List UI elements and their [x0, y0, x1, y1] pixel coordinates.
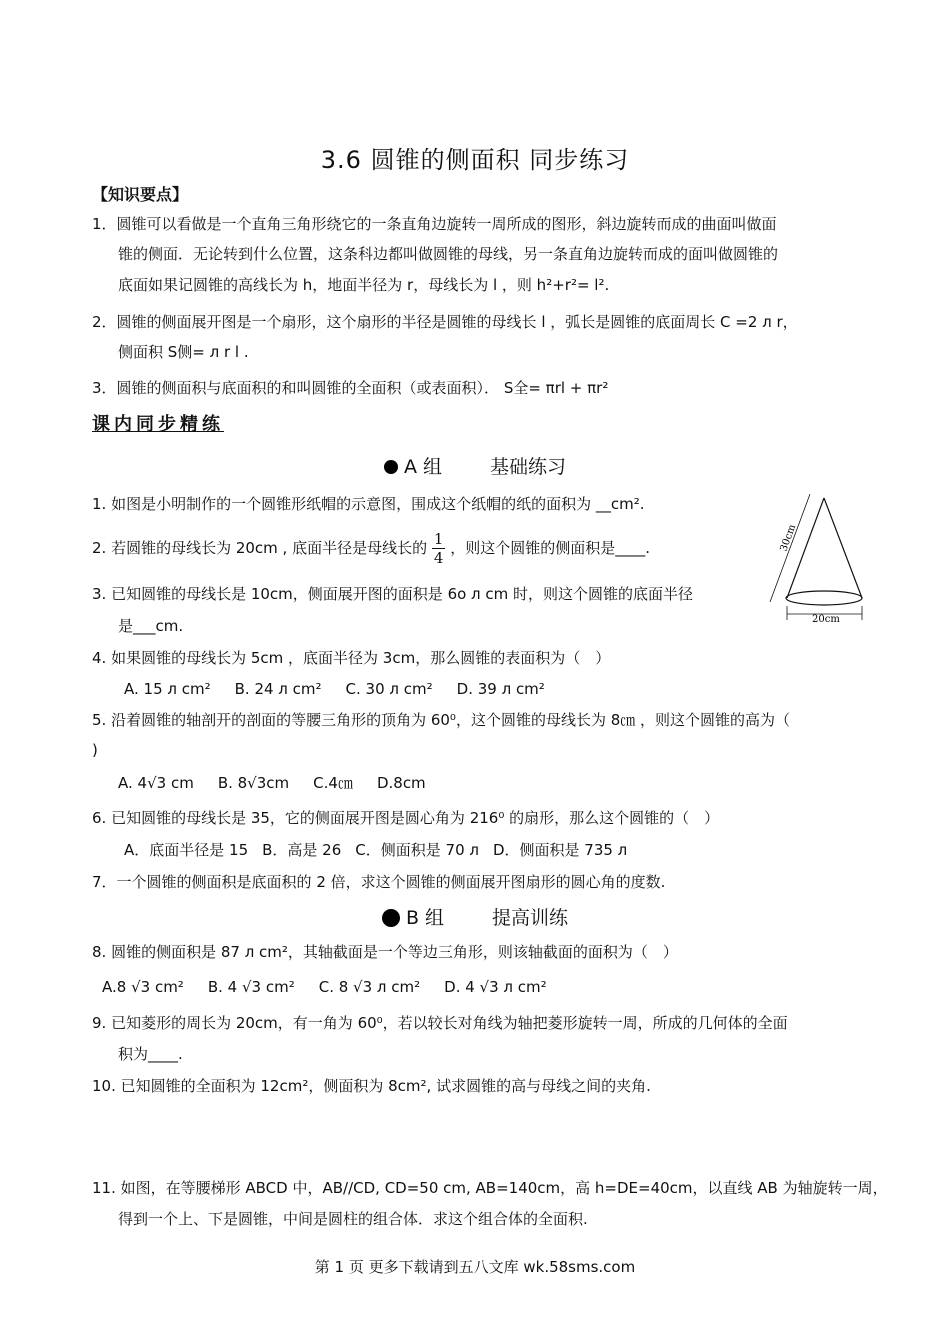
q5-option-d: D.8cm	[376, 774, 426, 792]
group-a-label: A 组	[403, 456, 443, 478]
q5-option-c: C.4㎝	[313, 774, 353, 792]
knowledge-p2-line1: 2．圆锥的侧面展开图是一个扇形，这个扇形的半径是圆锥的母线长 l ，弧长是圆锥的底面周长 C =2 л r，	[92, 313, 798, 331]
knowledge-p2-line2: 侧面积 S侧= л r l .	[118, 343, 249, 361]
question-1: 1. 如图是小明制作的一个圆锥形纸帽的示意图，围成这个纸帽的纸的面积为 __cm².	[92, 495, 645, 513]
knowledge-heading: 【知识要点】	[92, 185, 189, 204]
question-8: 8. 圆锥的侧面积是 87 л cm²，其轴截面是一个等边三角形，则该轴截面的面积为（ ）	[92, 943, 678, 961]
section-title: 课内同步精练	[92, 414, 224, 435]
question-9-line1: 9. 已知菱形的周长为 20cm，有一角为 60⁰，若以较长对角线为轴把菱形旋转一周，所成的几何体的全面	[92, 1014, 788, 1032]
question-11-line2: 得到一个上、下是圆锥，中间是圆柱的组合体．求这个组合体的全面积.	[118, 1210, 588, 1228]
q2-text-pre: 2. 若圆锥的母线长为 20cm , 底面半径是母线长的	[92, 539, 428, 557]
q5-options	[118, 773, 450, 793]
cone-right-edge	[824, 498, 862, 598]
q6-option-c: C．侧面积是 70 л	[355, 841, 479, 859]
knowledge-p1-line3: 底面如果记圆锥的高线长为 h，地面半径为 r，母线长为 l ，则 h²+r²= l².	[118, 276, 610, 294]
question-4: 4. 如果圆锥的母线长为 5cm ，底面半径为 3cm，那么圆锥的表面积为（ ）	[92, 649, 611, 667]
q4-options	[124, 679, 569, 699]
group-b-name: 提高训练	[492, 907, 569, 929]
question-2	[92, 528, 650, 568]
group-b-heading	[0, 903, 950, 930]
question-9-line2: 积为____.	[118, 1045, 183, 1063]
q8-option-a: A.8 √3 cm²	[102, 978, 184, 996]
question-6: 6. 已知圆锥的母线长是 35，它的侧面展开图是圆心角为 216⁰ 的扇形，那么这个圆锥的（ ）	[92, 809, 720, 827]
q2-text-post: ，则这个圆锥的侧面积是____.	[450, 539, 650, 557]
group-a-heading	[0, 452, 950, 479]
page-footer: 第 1 页 更多下载请到五八文库 wk.58sms.com	[314, 1258, 636, 1276]
cone-base-ellipse	[786, 591, 862, 605]
q5-option-a: A. 4√3 cm	[118, 774, 194, 792]
base-label: 20cm	[812, 614, 840, 625]
cone-left-edge	[787, 498, 824, 598]
fraction-one-quarter	[432, 530, 446, 567]
q4-option-d: D. 39 л cm²	[456, 680, 545, 698]
q8-option-c: C. 8 √3 л cm²	[318, 978, 421, 996]
knowledge-p3: 3．圆锥的侧面积与底面积的和叫圆锥的全面积（或表面积）． S全= πrl + πr²	[92, 379, 609, 397]
question-5-line1: 5. 沿着圆锥的轴剖开的剖面的等腰三角形的顶角为 60⁰，这个圆锥的母线长为 8㎝ ，则这个圆锥的高为（	[92, 711, 791, 729]
question-11-line1: 11. 如图，在等腰梯形 ABCD 中，AB//CD, CD=50 cm, AB=140cm，高 h=DE=40cm，以直线 AB 为轴旋转一周，	[92, 1179, 888, 1197]
question-10: 10. 已知圆锥的全面积为 12cm²，侧面积为 8cm², 试求圆锥的高与母线之间的夹角.	[92, 1077, 651, 1095]
question-3-line2: 是___cm.	[118, 617, 184, 635]
q5-option-b: B. 8√3cm	[217, 774, 290, 792]
bullet-icon	[382, 909, 400, 927]
group-a-name: 基础练习	[490, 456, 567, 478]
cone-figure	[762, 490, 872, 625]
q4-option-b: B. 24 л cm²	[234, 680, 322, 698]
fraction-numerator: 1	[433, 530, 444, 548]
q6-option-d: D．侧面积是 735 л	[492, 841, 628, 859]
bullet-icon	[384, 460, 398, 474]
knowledge-p1-line2: 锥的侧面．无论转到什么位置，这条科边都叫做圆锥的母线，另一条直角边旋转而成的面叫做圆锥的	[118, 245, 779, 263]
question-7: 7．一个圆锥的侧面积是底面积的 2 倍，求这个圆锥的侧面展开图扇形的圆心角的度数.	[92, 873, 666, 891]
fraction-denominator: 4	[433, 549, 444, 567]
q6-options	[124, 840, 651, 860]
q6-option-a: A．底面半径是 15	[124, 841, 249, 859]
page-title: 3.6 圆锥的侧面积 同步练习	[320, 146, 630, 174]
knowledge-p1-line1: 1．圆锥可以看做是一个直角三角形绕它的一条直角边旋转一周所成的图形，斜边旋转而成的曲面叫做面	[92, 215, 777, 233]
q8-options	[102, 977, 571, 997]
q8-option-b: B. 4 √3 cm²	[207, 978, 295, 996]
slant-label: 30cm	[778, 523, 799, 554]
question-5-line2: )	[92, 741, 98, 759]
q4-option-a: A. 15 л cm²	[124, 680, 211, 698]
q4-option-c: C. 30 л cm²	[345, 680, 433, 698]
q6-option-b: B．高是 26	[262, 841, 342, 859]
q8-option-d: D. 4 √3 л cm²	[444, 978, 547, 996]
group-b-label: B 组	[405, 907, 445, 929]
question-3-line1: 3. 已知圆锥的母线长是 10cm，侧面展开图的面积是 6o л cm 时，则这个圆锥的底面半径	[92, 585, 694, 603]
